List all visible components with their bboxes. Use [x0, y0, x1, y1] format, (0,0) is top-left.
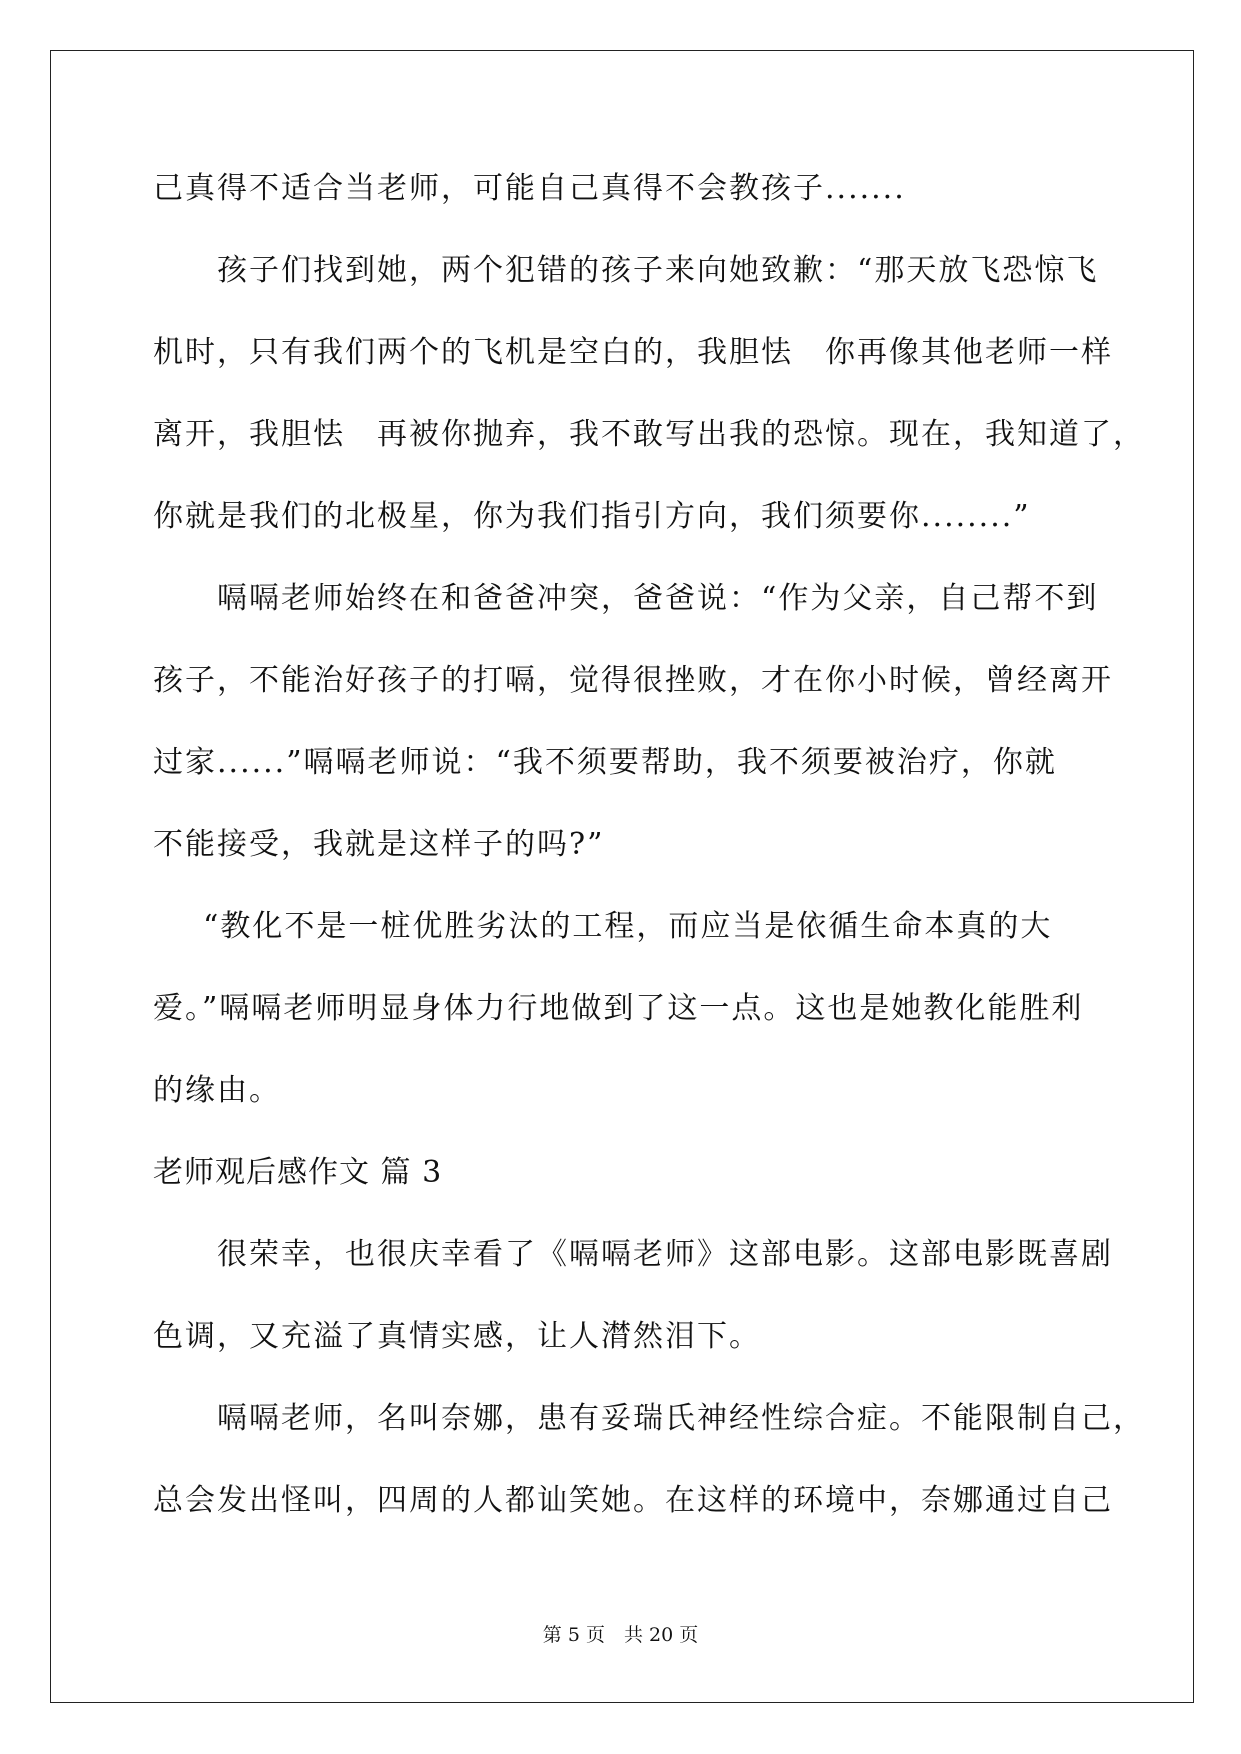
text-line: 总会发出怪叫，四周的人都讪笑她。在这样的环境中，奈娜通过自己	[153, 1483, 1113, 1518]
document-body	[153, 148, 1145, 1542]
text-line: 色调，又充溢了真情实感，让人潸然泪下。	[153, 1319, 761, 1354]
text-line: 很荣幸，也很庆幸看了《嗝嗝老师》这部电影。这部电影既喜剧	[217, 1237, 1113, 1272]
page-number: 第 5 页 共 20 页	[542, 1624, 699, 1646]
section-heading: 老师观后感作文 篇 3	[153, 1155, 443, 1190]
text-line: 孩子们找到她，两个犯错的孩子来向她致歉：“那天放飞恐惊飞	[217, 253, 1099, 288]
text-line: 的缘由。	[153, 1073, 281, 1108]
text-line: 过家......”嗝嗝老师说：“我不须要帮助，我不须要被治疗，你就	[153, 745, 1057, 780]
text-line: 孩子，不能治好孩子的打嗝，觉得很挫败，才在你小时候，曾经离开	[153, 663, 1113, 698]
text-line: 你就是我们的北极星，你为我们指引方向，我们须要你........”	[153, 499, 1031, 534]
text-line: 机时，只有我们两个的飞机是空白的，我胆怯 你再像其他老师一样	[153, 335, 1113, 370]
text-line: “教化不是一桩优胜劣汰的工程，而应当是依循生命本真的大	[203, 909, 1053, 944]
text-line: 嗝嗝老师始终在和爸爸冲突，爸爸说：“作为父亲，自己帮不到	[217, 581, 1099, 616]
text-line: 爱。”嗝嗝老师明显身体力行地做到了这一点。这也是她教化能胜利	[153, 991, 1084, 1026]
text-line: 嗝嗝老师，名叫奈娜，患有妥瑞氏神经性综合症。不能限制自己，	[217, 1401, 1145, 1436]
text-line: 离开，我胆怯 再被你抛弃，我不敢写出我的恐惊。现在，我知道了，	[153, 417, 1145, 452]
text-line: 不能接受，我就是这样子的吗?”	[153, 827, 605, 862]
text-line: 己真得不适合当老师，可能自己真得不会教孩子.......	[153, 171, 906, 206]
